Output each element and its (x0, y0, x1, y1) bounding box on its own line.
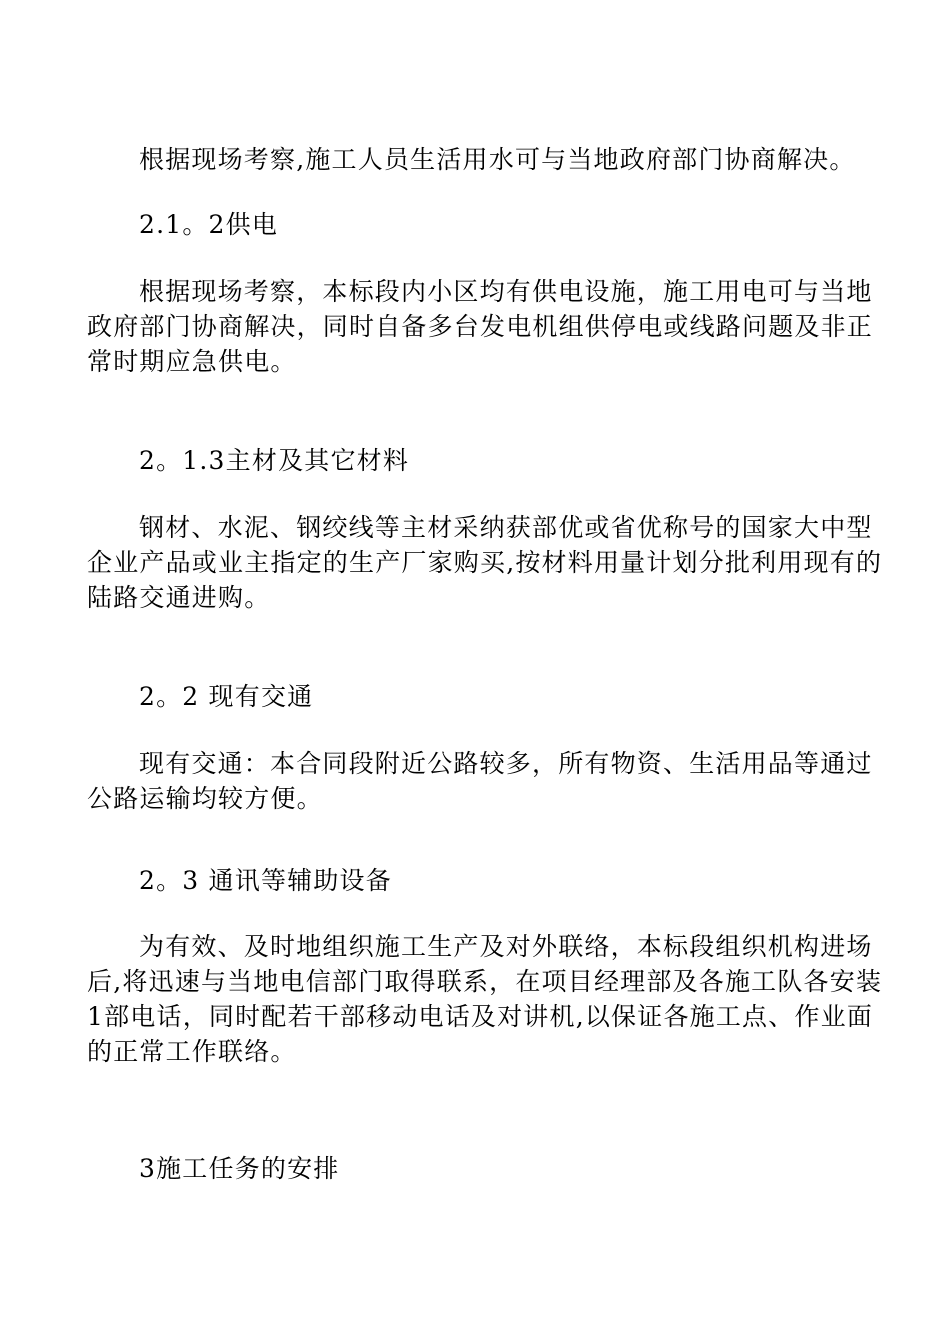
paragraph-traffic (87, 746, 873, 816)
text-line: 钢材、水泥、钢绞线等主材采纳获部优或省优称号的国家大中型 (139, 513, 873, 542)
heading-3-task-arrangement: 3施工任务的安排 (139, 1154, 340, 1183)
text-line: 公路运输均较方便。 (87, 784, 323, 813)
text-line: 企业产品或业主指定的生产厂家购买,按材料用量计划分批利用现有的 (87, 548, 883, 577)
paragraph-water-supply (139, 142, 856, 177)
text-line: 根据现场考察,施工人员生活用水可与当地政府部门协商解决。 (139, 145, 856, 174)
text-line: 政府部门协商解决，同时自备多台发电机组供停电或线路问题及非正 (87, 312, 874, 341)
text-line: 的正常工作联络。 (87, 1037, 297, 1066)
heading-2-2-traffic: 2。2 现有交通 (139, 682, 314, 711)
paragraph-power-supply (87, 274, 874, 379)
text-line: 1部电话，同时配若干部移动电话及对讲机,以保证各施工点、作业面 (87, 1002, 874, 1031)
heading-2-1-3-materials: 2。1.3主材及其它材料 (139, 446, 410, 475)
text-line: 陆路交通进购。 (87, 583, 271, 612)
heading-2-3-communication: 2。3 通讯等辅助设备 (139, 866, 392, 895)
text-line: 现有交通：本合同段附近公路较多，所有物资、生活用品等通过 (139, 749, 873, 778)
text-line: 后,将迅速与当地电信部门取得联系，在项目经理部及各施工队各安装 (87, 967, 883, 996)
text-line: 常时期应急供电。 (87, 347, 297, 376)
paragraph-communication (87, 929, 883, 1069)
text-line: 为有效、及时地组织施工生产及对外联络，本标段组织机构进场 (139, 932, 873, 961)
heading-2-1-2-power-supply: 2.1。2供电 (139, 210, 279, 239)
text-line: 根据现场考察，本标段内小区均有供电设施，施工用电可与当地 (139, 277, 873, 306)
paragraph-materials (87, 510, 883, 615)
